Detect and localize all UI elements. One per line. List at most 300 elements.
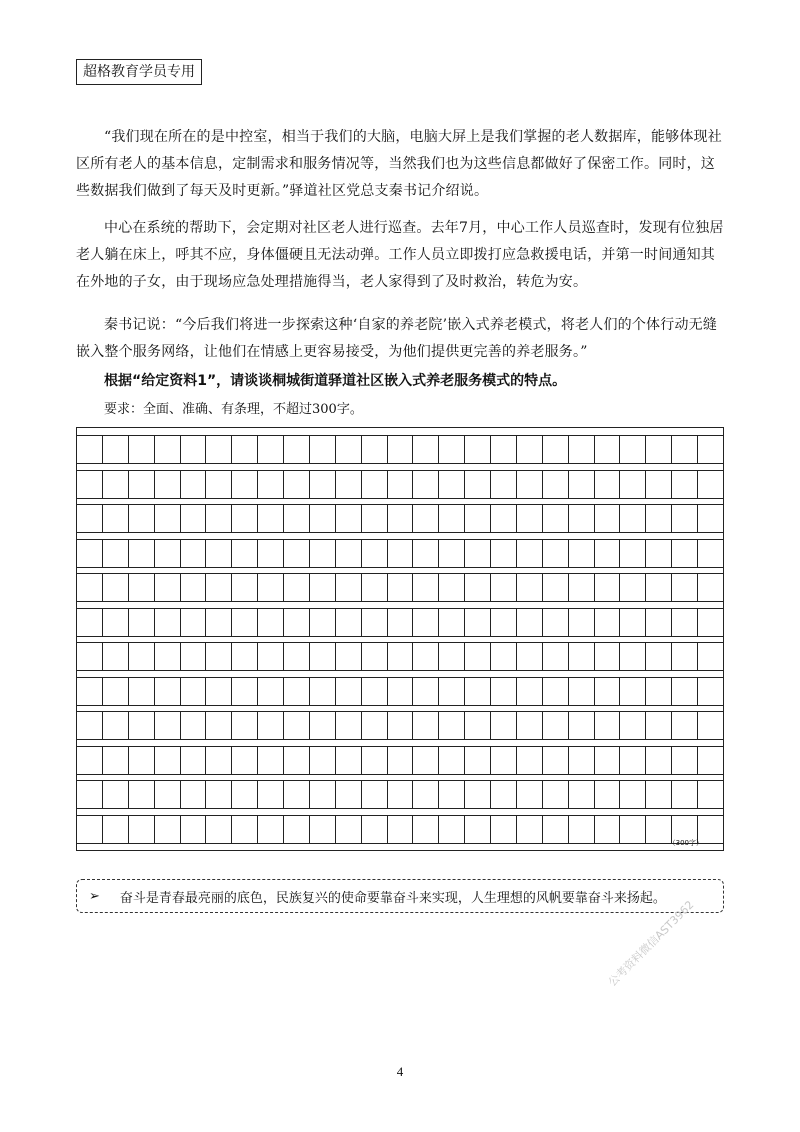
- grid-cell[interactable]: [206, 643, 232, 670]
- grid-cell[interactable]: [569, 574, 595, 601]
- grid-cell[interactable]: [413, 609, 439, 636]
- grid-cell[interactable]: [620, 712, 646, 739]
- grid-cell[interactable]: [284, 678, 310, 705]
- grid-cell[interactable]: [103, 609, 129, 636]
- grid-cell[interactable]: [77, 609, 103, 636]
- grid-cell[interactable]: [181, 574, 207, 601]
- grid-cell[interactable]: [672, 609, 698, 636]
- grid-cell[interactable]: [310, 540, 336, 567]
- grid-cell[interactable]: [258, 436, 284, 463]
- grid-cell[interactable]: [646, 643, 672, 670]
- grid-cell[interactable]: [569, 781, 595, 808]
- grid-cell[interactable]: [181, 436, 207, 463]
- grid-cell[interactable]: [77, 540, 103, 567]
- grid-cell[interactable]: [362, 540, 388, 567]
- grid-cell[interactable]: [698, 471, 723, 498]
- grid-cell[interactable]: [284, 436, 310, 463]
- grid-cell[interactable]: [517, 816, 543, 843]
- grid-cell[interactable]: [698, 747, 723, 774]
- grid-cell[interactable]: [336, 747, 362, 774]
- grid-cell[interactable]: [362, 505, 388, 532]
- grid-cell[interactable]: [439, 609, 465, 636]
- grid-cell[interactable]: [465, 574, 491, 601]
- grid-cell[interactable]: [569, 436, 595, 463]
- grid-cell[interactable]: [672, 781, 698, 808]
- grid-cell[interactable]: [465, 678, 491, 705]
- grid-cell[interactable]: [491, 609, 517, 636]
- grid-cell[interactable]: [362, 574, 388, 601]
- grid-cell[interactable]: [595, 712, 621, 739]
- grid-cell[interactable]: [103, 781, 129, 808]
- grid-cell[interactable]: [129, 436, 155, 463]
- grid-cell[interactable]: [543, 540, 569, 567]
- grid-cell[interactable]: [310, 747, 336, 774]
- grid-cell[interactable]: [258, 505, 284, 532]
- grid-cell[interactable]: [310, 436, 336, 463]
- grid-cell[interactable]: [284, 540, 310, 567]
- grid-cell[interactable]: [336, 678, 362, 705]
- grid-cell[interactable]: [413, 712, 439, 739]
- grid-cell[interactable]: [413, 436, 439, 463]
- grid-cell[interactable]: [595, 471, 621, 498]
- grid-cell[interactable]: [698, 712, 723, 739]
- grid-cell[interactable]: [129, 781, 155, 808]
- grid-cell[interactable]: [155, 712, 181, 739]
- grid-cell[interactable]: [517, 436, 543, 463]
- grid-cell[interactable]: [620, 609, 646, 636]
- grid-cell[interactable]: [491, 505, 517, 532]
- grid-cell[interactable]: [362, 471, 388, 498]
- grid-cell[interactable]: [284, 781, 310, 808]
- grid-cell[interactable]: [258, 712, 284, 739]
- grid-cell[interactable]: [543, 436, 569, 463]
- grid-cell[interactable]: [362, 643, 388, 670]
- grid-cell[interactable]: [439, 816, 465, 843]
- grid-cell[interactable]: [77, 678, 103, 705]
- grid-cell[interactable]: [155, 747, 181, 774]
- grid-cell[interactable]: [646, 781, 672, 808]
- grid-cell[interactable]: [388, 505, 414, 532]
- grid-cell[interactable]: [698, 609, 723, 636]
- grid-cell[interactable]: [336, 436, 362, 463]
- grid-cell[interactable]: [206, 678, 232, 705]
- grid-cell[interactable]: [672, 505, 698, 532]
- grid-cell[interactable]: [336, 505, 362, 532]
- grid-cell[interactable]: [439, 574, 465, 601]
- grid-cell[interactable]: [155, 505, 181, 532]
- grid-cell[interactable]: [569, 678, 595, 705]
- grid-cell[interactable]: [439, 540, 465, 567]
- grid-cell[interactable]: [465, 643, 491, 670]
- grid-cell[interactable]: [155, 471, 181, 498]
- grid-cell[interactable]: [465, 712, 491, 739]
- grid-cell[interactable]: [77, 712, 103, 739]
- grid-cell[interactable]: [336, 643, 362, 670]
- grid-cell[interactable]: [646, 574, 672, 601]
- grid-cell[interactable]: [413, 781, 439, 808]
- grid-cell[interactable]: [439, 678, 465, 705]
- grid-cell[interactable]: [413, 678, 439, 705]
- grid-cell[interactable]: [232, 609, 258, 636]
- grid-cell[interactable]: [672, 747, 698, 774]
- grid-cell[interactable]: [646, 471, 672, 498]
- grid-cell[interactable]: [672, 643, 698, 670]
- grid-cell[interactable]: [336, 712, 362, 739]
- grid-cell[interactable]: [569, 471, 595, 498]
- grid-cell[interactable]: [129, 678, 155, 705]
- grid-cell[interactable]: [284, 747, 310, 774]
- grid-cell[interactable]: [77, 436, 103, 463]
- grid-cell[interactable]: [284, 643, 310, 670]
- grid-cell[interactable]: [155, 540, 181, 567]
- grid-cell[interactable]: [336, 574, 362, 601]
- grid-cell[interactable]: [206, 574, 232, 601]
- grid-cell[interactable]: [491, 574, 517, 601]
- grid-cell[interactable]: [439, 712, 465, 739]
- grid-cell[interactable]: [413, 574, 439, 601]
- grid-cell[interactable]: [698, 781, 723, 808]
- grid-cell[interactable]: [543, 781, 569, 808]
- grid-cell[interactable]: [232, 505, 258, 532]
- grid-cell[interactable]: [595, 574, 621, 601]
- grid-cell[interactable]: [543, 712, 569, 739]
- grid-cell[interactable]: [698, 574, 723, 601]
- grid-cell[interactable]: [336, 781, 362, 808]
- grid-cell[interactable]: [543, 747, 569, 774]
- grid-cell[interactable]: [232, 816, 258, 843]
- grid-cell[interactable]: [181, 471, 207, 498]
- grid-cell[interactable]: [439, 643, 465, 670]
- grid-cell[interactable]: [569, 747, 595, 774]
- grid-cell[interactable]: [258, 471, 284, 498]
- grid-cell[interactable]: [388, 678, 414, 705]
- grid-cell[interactable]: [491, 816, 517, 843]
- grid-cell[interactable]: [439, 471, 465, 498]
- grid-cell[interactable]: [181, 643, 207, 670]
- grid-cell[interactable]: [284, 505, 310, 532]
- grid-cell[interactable]: [181, 540, 207, 567]
- grid-cell[interactable]: [206, 747, 232, 774]
- grid-cell[interactable]: [517, 747, 543, 774]
- answer-grid[interactable]: [76, 427, 724, 851]
- grid-cell[interactable]: [620, 574, 646, 601]
- grid-cell[interactable]: [258, 816, 284, 843]
- grid-cell[interactable]: [465, 609, 491, 636]
- grid-cell[interactable]: [491, 436, 517, 463]
- grid-cell[interactable]: [698, 643, 723, 670]
- grid-cell[interactable]: [181, 505, 207, 532]
- grid-cell[interactable]: [646, 609, 672, 636]
- grid-cell[interactable]: [491, 712, 517, 739]
- grid-cell[interactable]: [155, 816, 181, 843]
- grid-cell[interactable]: [698, 540, 723, 567]
- grid-cell[interactable]: [569, 816, 595, 843]
- grid-cell[interactable]: [258, 609, 284, 636]
- grid-cell[interactable]: [310, 712, 336, 739]
- grid-cell[interactable]: [129, 505, 155, 532]
- grid-cell[interactable]: [646, 540, 672, 567]
- grid-cell[interactable]: [698, 436, 723, 463]
- grid-cell[interactable]: [439, 505, 465, 532]
- grid-cell[interactable]: [491, 540, 517, 567]
- grid-cell[interactable]: [232, 712, 258, 739]
- grid-cell[interactable]: [620, 471, 646, 498]
- grid-cell[interactable]: [569, 643, 595, 670]
- grid-cell[interactable]: [336, 540, 362, 567]
- grid-cell[interactable]: [595, 747, 621, 774]
- grid-cell[interactable]: [698, 505, 723, 532]
- grid-cell[interactable]: [465, 471, 491, 498]
- grid-cell[interactable]: [646, 816, 672, 843]
- grid-cell[interactable]: [310, 678, 336, 705]
- grid-cell[interactable]: [206, 609, 232, 636]
- grid-cell[interactable]: [646, 747, 672, 774]
- grid-cell[interactable]: [543, 471, 569, 498]
- grid-cell[interactable]: [336, 816, 362, 843]
- grid-cell[interactable]: [517, 781, 543, 808]
- grid-cell[interactable]: [465, 781, 491, 808]
- grid-cell[interactable]: [413, 816, 439, 843]
- grid-cell[interactable]: [517, 712, 543, 739]
- grid-cell[interactable]: [155, 574, 181, 601]
- grid-cell[interactable]: [388, 747, 414, 774]
- grid-cell[interactable]: [258, 781, 284, 808]
- grid-cell[interactable]: [698, 678, 723, 705]
- grid-cell[interactable]: [155, 781, 181, 808]
- grid-cell[interactable]: [362, 436, 388, 463]
- grid-cell[interactable]: [439, 747, 465, 774]
- grid-cell[interactable]: [620, 678, 646, 705]
- grid-cell[interactable]: [77, 816, 103, 843]
- grid-cell[interactable]: [388, 436, 414, 463]
- grid-cell[interactable]: [388, 816, 414, 843]
- grid-cell[interactable]: [206, 436, 232, 463]
- grid-cell[interactable]: [232, 471, 258, 498]
- grid-cell[interactable]: [595, 436, 621, 463]
- grid-cell[interactable]: [129, 609, 155, 636]
- grid-cell[interactable]: [129, 816, 155, 843]
- grid-cell[interactable]: [362, 678, 388, 705]
- grid-cell[interactable]: [258, 574, 284, 601]
- grid-cell[interactable]: [595, 816, 621, 843]
- grid-cell[interactable]: [232, 678, 258, 705]
- grid-cell[interactable]: [362, 781, 388, 808]
- grid-cell[interactable]: [388, 574, 414, 601]
- grid-cell[interactable]: [543, 816, 569, 843]
- grid-cell[interactable]: [595, 505, 621, 532]
- grid-cell[interactable]: [181, 712, 207, 739]
- grid-cell[interactable]: [155, 678, 181, 705]
- grid-cell[interactable]: [465, 505, 491, 532]
- grid-cell[interactable]: [284, 609, 310, 636]
- grid-cell[interactable]: [310, 609, 336, 636]
- grid-cell[interactable]: [103, 678, 129, 705]
- grid-cell[interactable]: [258, 643, 284, 670]
- grid-cell[interactable]: [646, 678, 672, 705]
- grid-cell[interactable]: [517, 643, 543, 670]
- grid-cell[interactable]: [595, 643, 621, 670]
- grid-cell[interactable]: [77, 747, 103, 774]
- grid-cell[interactable]: [543, 609, 569, 636]
- grid-cell[interactable]: [517, 609, 543, 636]
- grid-cell[interactable]: [77, 471, 103, 498]
- grid-cell[interactable]: [310, 781, 336, 808]
- grid-cell[interactable]: [206, 540, 232, 567]
- grid-cell[interactable]: [181, 747, 207, 774]
- grid-cell[interactable]: [181, 609, 207, 636]
- grid-cell[interactable]: [155, 436, 181, 463]
- grid-cell[interactable]: [491, 471, 517, 498]
- grid-cell[interactable]: [388, 781, 414, 808]
- grid-cell[interactable]: [388, 643, 414, 670]
- grid-cell[interactable]: [595, 540, 621, 567]
- grid-cell[interactable]: [646, 505, 672, 532]
- grid-cell[interactable]: [465, 436, 491, 463]
- grid-cell[interactable]: [595, 609, 621, 636]
- grid-cell[interactable]: [388, 712, 414, 739]
- grid-cell[interactable]: [439, 436, 465, 463]
- grid-cell[interactable]: [491, 643, 517, 670]
- grid-cell[interactable]: [232, 781, 258, 808]
- grid-cell[interactable]: [103, 574, 129, 601]
- grid-cell[interactable]: [543, 505, 569, 532]
- grid-cell[interactable]: [362, 609, 388, 636]
- grid-cell[interactable]: [77, 643, 103, 670]
- grid-cell[interactable]: [232, 540, 258, 567]
- grid-cell[interactable]: [672, 816, 698, 843]
- grid-cell[interactable]: [155, 609, 181, 636]
- grid-cell[interactable]: [491, 678, 517, 705]
- grid-cell[interactable]: [388, 471, 414, 498]
- grid-cell[interactable]: [491, 747, 517, 774]
- grid-cell[interactable]: [569, 540, 595, 567]
- grid-cell[interactable]: [620, 540, 646, 567]
- grid-cell[interactable]: [388, 540, 414, 567]
- grid-cell[interactable]: [439, 781, 465, 808]
- grid-cell[interactable]: [103, 540, 129, 567]
- grid-cell[interactable]: [77, 505, 103, 532]
- grid-cell[interactable]: [517, 505, 543, 532]
- grid-cell[interactable]: [103, 505, 129, 532]
- grid-cell[interactable]: [310, 471, 336, 498]
- grid-cell[interactable]: [129, 471, 155, 498]
- grid-cell[interactable]: [232, 643, 258, 670]
- grid-cell[interactable]: [646, 436, 672, 463]
- grid-cell[interactable]: [155, 643, 181, 670]
- grid-cell[interactable]: [517, 540, 543, 567]
- grid-cell[interactable]: [103, 643, 129, 670]
- grid-cell[interactable]: [258, 747, 284, 774]
- grid-cell[interactable]: [336, 471, 362, 498]
- grid-cell[interactable]: [232, 747, 258, 774]
- grid-cell[interactable]: [181, 781, 207, 808]
- grid-cell[interactable]: [206, 816, 232, 843]
- grid-cell[interactable]: [77, 781, 103, 808]
- grid-cell[interactable]: [672, 540, 698, 567]
- grid-cell[interactable]: [388, 609, 414, 636]
- grid-cell[interactable]: [672, 574, 698, 601]
- grid-cell[interactable]: [362, 816, 388, 843]
- grid-cell[interactable]: [129, 712, 155, 739]
- grid-cell[interactable]: [284, 712, 310, 739]
- grid-cell[interactable]: [310, 505, 336, 532]
- grid-cell[interactable]: [672, 712, 698, 739]
- grid-cell[interactable]: [517, 471, 543, 498]
- grid-cell[interactable]: [672, 471, 698, 498]
- grid-cell[interactable]: [258, 540, 284, 567]
- grid-cell[interactable]: [620, 436, 646, 463]
- grid-cell[interactable]: [258, 678, 284, 705]
- grid-cell[interactable]: [620, 747, 646, 774]
- grid-cell[interactable]: [336, 609, 362, 636]
- grid-cell[interactable]: [284, 471, 310, 498]
- grid-cell[interactable]: [129, 540, 155, 567]
- grid-cell[interactable]: [232, 436, 258, 463]
- grid-cell[interactable]: [103, 747, 129, 774]
- grid-cell[interactable]: [413, 471, 439, 498]
- grid-cell[interactable]: [310, 574, 336, 601]
- grid-cell[interactable]: [181, 678, 207, 705]
- grid-cell[interactable]: [543, 574, 569, 601]
- grid-cell[interactable]: [206, 505, 232, 532]
- grid-cell[interactable]: [129, 574, 155, 601]
- grid-cell[interactable]: [517, 678, 543, 705]
- grid-cell[interactable]: [413, 643, 439, 670]
- grid-cell[interactable]: [129, 643, 155, 670]
- grid-cell[interactable]: [284, 816, 310, 843]
- grid-cell[interactable]: [698, 816, 723, 843]
- grid-cell[interactable]: [595, 678, 621, 705]
- grid-cell[interactable]: [595, 781, 621, 808]
- grid-cell[interactable]: [543, 643, 569, 670]
- grid-cell[interactable]: [284, 574, 310, 601]
- grid-cell[interactable]: [362, 712, 388, 739]
- grid-cell[interactable]: [206, 712, 232, 739]
- grid-cell[interactable]: [543, 678, 569, 705]
- grid-cell[interactable]: [569, 712, 595, 739]
- grid-cell[interactable]: [620, 643, 646, 670]
- grid-cell[interactable]: [413, 747, 439, 774]
- grid-cell[interactable]: [103, 816, 129, 843]
- grid-cell[interactable]: [310, 643, 336, 670]
- grid-cell[interactable]: [672, 678, 698, 705]
- grid-cell[interactable]: [491, 781, 517, 808]
- grid-cell[interactable]: [181, 816, 207, 843]
- grid-cell[interactable]: [620, 781, 646, 808]
- grid-cell[interactable]: [646, 712, 672, 739]
- grid-cell[interactable]: [206, 471, 232, 498]
- grid-cell[interactable]: [517, 574, 543, 601]
- grid-cell[interactable]: [569, 609, 595, 636]
- grid-cell[interactable]: [413, 505, 439, 532]
- grid-cell[interactable]: [206, 781, 232, 808]
- grid-cell[interactable]: [103, 471, 129, 498]
- grid-cell[interactable]: [77, 574, 103, 601]
- grid-cell[interactable]: [465, 816, 491, 843]
- grid-cell[interactable]: [620, 816, 646, 843]
- grid-cell[interactable]: [362, 747, 388, 774]
- grid-cell[interactable]: [465, 540, 491, 567]
- grid-cell[interactable]: [569, 505, 595, 532]
- grid-cell[interactable]: [465, 747, 491, 774]
- grid-cell[interactable]: [620, 505, 646, 532]
- grid-cell[interactable]: [413, 540, 439, 567]
- grid-cell[interactable]: [232, 574, 258, 601]
- grid-cell[interactable]: [103, 712, 129, 739]
- grid-cell[interactable]: [103, 436, 129, 463]
- grid-cell[interactable]: [310, 816, 336, 843]
- grid-cell[interactable]: [129, 747, 155, 774]
